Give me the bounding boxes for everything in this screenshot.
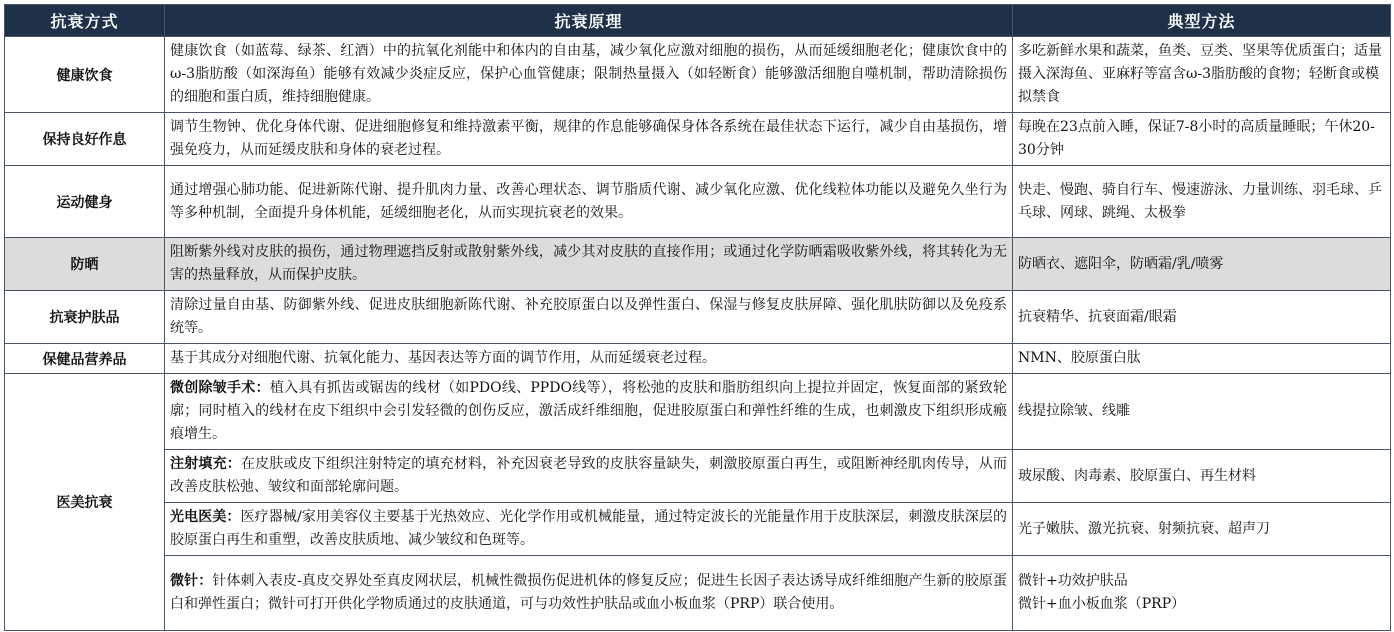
row-typical: 快走、慢跑、骑自行车、慢速游泳、力量训练、羽毛球、乒乓球、网球、跳绳、太极拳 [1013,166,1391,238]
row-typical: 防晒衣、遮阳伞，防晒霜/乳/喷雾 [1013,238,1391,291]
medical-typical [1013,450,1391,503]
medical-typical-line: 玻尿酸、肉毒素、胶原蛋白、再生材料 [1018,467,1256,484]
row-method: 防晒 [5,238,165,291]
table-row [5,238,1391,291]
table-row-medical [5,556,1391,631]
medical-principle [165,556,1013,631]
medical-text: 针体刺入表皮-真皮交界处至真皮网状层，机械性微损伤促进机体的修复反应；促进生长因子表达诱导成纤维细胞产生新的胶原蛋白和弹性蛋白；微针可打开供化学物质通过的皮肤通道，可与功效性护肤品或血小板血浆（PRP）联合使用。 [170,573,1008,612]
medical-principle [165,450,1013,503]
table-row [5,166,1391,238]
row-method: 保健品营养品 [5,344,165,374]
medical-typical [1013,556,1391,631]
row-principle: 阻断紫外线对皮肤的损伤，通过物理遮挡反射或散射紫外线，减少其对皮肤的直接作用；或通过化学防晒霜吸收紫外线，将其转化为无害的热量释放，从而保护皮肤。 [165,238,1013,291]
row-method: 保持良好作息 [5,113,165,166]
medical-text: 在皮肤或皮下组织注射特定的填充材料，补充因衰老导致的皮肤容量缺失，刺激胶原蛋白再生，或阻断神经肌肉传导，从而改善皮肤松弛、皱纹和面部轮廓问题。 [170,456,1008,495]
medical-subtitle: 微创除皱手术： [170,380,270,396]
table-header-row [5,5,1391,37]
medical-typical-line: 线提拉除皱、线雕 [1018,403,1130,419]
table-row [5,37,1391,113]
anti-aging-table [4,4,1391,631]
row-method-medical: 医美抗衰 [5,374,165,631]
medical-typical [1013,503,1391,556]
row-principle: 调节生物钟、优化身体代谢、促进细胞修复和维持激素平衡，规律的作息能够确保身体各系统在最佳状态下运行，减少自由基损伤，增强免疫力，从而延缓皮肤和身体的衰老过程。 [165,113,1013,166]
table-row-medical [5,374,1391,450]
row-method: 抗衰护肤品 [5,291,165,344]
medical-subtitle: 光电医美： [170,509,241,525]
table-row-medical [5,503,1391,556]
header-typical: 典型方法 [1013,5,1391,37]
medical-typical [1013,374,1391,450]
medical-typical-line: 微针+血小板血浆（PRP） [1018,596,1186,612]
row-typical: NMN、胶原蛋白肽 [1013,344,1391,374]
medical-subtitle: 注射填充： [170,456,241,472]
row-typical: 抗衰精华、抗衰面霜/眼霜 [1013,291,1391,344]
medical-typical-line: 光子嫩肤、激光抗衰、射频抗衰、超声刀 [1018,520,1270,537]
row-principle: 健康饮食（如蓝莓、绿茶、红酒）中的抗氧化剂能中和体内的自由基，减少氧化应激对细胞的损伤，从而延缓细胞老化；健康饮食中的ω-3脂肪酸（如深海鱼）能够有效减少炎症反应，保护心血管健康；限制热量摄入（如轻断食）能够激活细胞自噬机制，帮助清除损伤的细胞和蛋白质，维持细胞健康。 [165,37,1013,113]
row-method: 运动健身 [5,166,165,238]
table-row [5,344,1391,374]
row-principle: 通过增强心肺功能、促进新陈代谢、提升肌肉力量、改善心理状态、调节脂质代谢、减少氧化应激、优化线粒体功能以及避免久坐行为等多种机制，全面提升身体机能，延缓细胞老化，从而实现抗衰老的效果。 [165,166,1013,238]
anti-aging-table-container [4,4,1390,631]
table-row-medical [5,450,1391,503]
medical-text: 植入具有抓齿或锯齿的线材（如PDO线、PPDO线等），将松弛的皮肤和脂肪组织向上提拉并固定，恢复面部的紧致轮廓；同时植入的线材在皮下组织中会引发轻微的创伤反应，激活成纤维细胞，促进胶原蛋白和弹性纤维的生成，也刺激皮下组织形成瘢痕增生。 [170,380,1007,442]
table-row [5,291,1391,344]
table-row [5,113,1391,166]
medical-principle [165,374,1013,450]
row-typical: 每晚在23点前入睡，保证7-8小时的高质量睡眠；午休20-30分钟 [1013,113,1391,166]
header-principle: 抗衰原理 [165,5,1013,37]
medical-subtitle: 微针： [170,573,213,589]
row-typical: 多吃新鲜水果和蔬菜，鱼类、豆类、坚果等优质蛋白；适量摄入深海鱼、亚麻籽等富含ω-3脂肪酸的食物；轻断食或模拟禁食 [1013,37,1391,113]
row-principle: 清除过量自由基、防御紫外线、促进皮肤细胞新陈代谢、补充胶原蛋白以及弹性蛋白、保湿与修复皮肤屏障、强化肌肤防御以及免疫系统等。 [165,291,1013,344]
medical-text: 医疗器械/家用美容仪主要基于光热效应、光化学作用或机械能量，通过特定波长的光能量作用于皮肤深层，刺激皮肤深层的胶原蛋白再生和重塑，改善皮肤质地、减少皱纹和色斑等。 [170,509,1008,548]
medical-principle [165,503,1013,556]
row-principle: 基于其成分对细胞代谢、抗氧化能力、基因表达等方面的调节作用，从而延缓衰老过程。 [165,344,1013,374]
row-method: 健康饮食 [5,37,165,113]
header-method: 抗衰方式 [5,5,165,37]
medical-typical-line: 微针+功效护肤品 [1018,573,1128,589]
